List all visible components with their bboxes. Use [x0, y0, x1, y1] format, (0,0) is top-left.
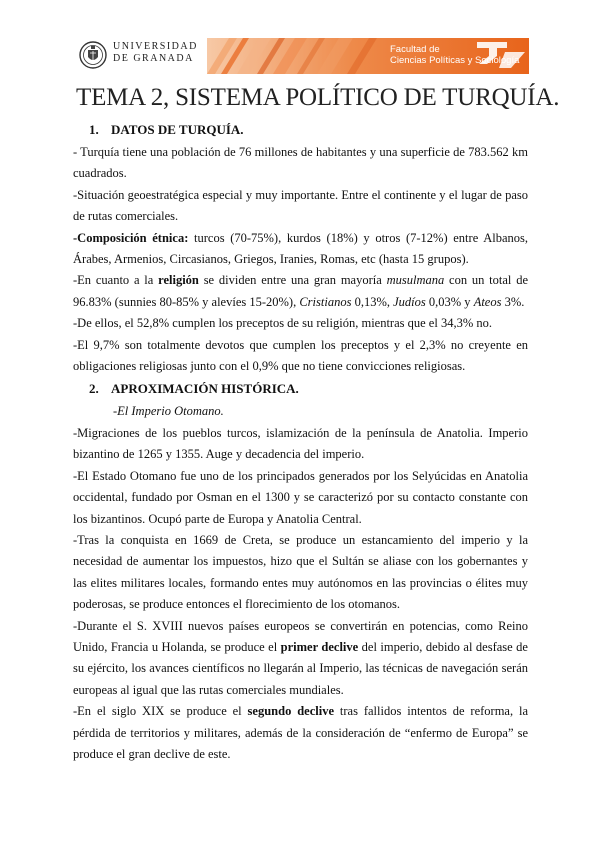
bold-term: primer declive	[280, 639, 359, 654]
university-crest-icon	[78, 40, 108, 70]
bold-label: -Composición étnica:	[73, 230, 189, 245]
paragraph-text: con un total de 96.83% (sunnies 80-85% y alevíes 15-20%),	[73, 273, 528, 309]
italic-term: Cristianos	[299, 294, 352, 309]
paragraph: -De ellos, el 52,8% cumplen los preceptos de su religión, mientras que el 34,3% no.	[73, 316, 492, 331]
paragraph	[73, 616, 528, 702]
university-line1: UNIVERSIDAD	[113, 41, 198, 52]
paragraph-text: turcos (70-75%), kurdos (18%) y otros (7-12%) entre Albanos, Árabes, Armenios, Circasianos, Griegos, Iranies, Romas, etc (hasta 15 grupos).	[73, 230, 528, 267]
italic-term: musulmana	[386, 273, 445, 288]
section-2-title: APROXIMACIÓN HISTÓRICA.	[111, 381, 299, 397]
paragraph-text: -Durante el S. XVIII nuevos países europeos se convertirán en potencias, como Reino Unido, Francia u Holanda, se produce el	[73, 618, 528, 654]
paragraph: -El 9,7% son totalmente devotos que cumplen los preceptos y el 2,3% no creyente en obligaciones religiosas junto con el 0,9% que no tiene convicciones religiosas.	[73, 337, 528, 374]
paragraph	[73, 228, 528, 271]
faculty-name	[390, 44, 519, 66]
paragraph-text: 0,03% y	[425, 294, 474, 309]
paragraph: -Migraciones de los pueblos turcos, islamización de la península de Anatolia. Imperio bizantino de 1265 y 1355. Auge y decadencia del imperio.	[73, 425, 528, 462]
section-2-heading	[73, 377, 528, 401]
university-name	[113, 41, 198, 65]
document-body	[73, 118, 528, 765]
paragraph-text: -En el siglo XIX se produce el	[73, 704, 248, 719]
subheading: -El Imperio Otomano.	[113, 404, 224, 419]
paragraph-text: 3%.	[501, 294, 525, 309]
paragraph	[73, 270, 528, 313]
faculty-line1: Facultad de	[390, 44, 440, 55]
bold-term: religión	[158, 273, 199, 288]
page-header	[0, 0, 600, 80]
university-line2: DE GRANADA	[113, 53, 194, 64]
paragraph	[73, 701, 528, 765]
section-1-number: 1.	[89, 122, 99, 137]
paragraph: -Situación geoestratégica especial y muy importante. Entre el continente y el lugar de paso de rutas comerciales.	[73, 187, 528, 224]
section-2-number: 2.	[89, 381, 99, 397]
section-1-heading	[73, 118, 528, 142]
paragraph-text: tras fallidos intentos de reforma, la pérdida de territorios y militares, además de la consideración de “enfermo de Europa” se produce el gran declive de este.	[73, 704, 529, 761]
paragraph-text: -En cuanto a la	[73, 273, 159, 288]
paragraph: -Tras la conquista en 1669 de Creta, se produce un estancamiento del imperio y la necesidad de aumentar los impuestos, hizo que el Sultán se aliase con los gobernantes y las elites militares locales, formando entes muy autónomos en las provincias o élites muy poderosas, se produce entonces el florecimiento de los otomanos.	[73, 532, 528, 612]
section-1-title: DATOS DE TURQUÍA.	[111, 122, 244, 137]
paragraph-text: se dividen entre una gran mayoría	[198, 273, 387, 288]
italic-term: Judíos	[393, 294, 426, 309]
paragraph: -El Estado Otomano fue uno de los principados generados por los Selyúcidas en Anatolia occidental, fundado por Osman en el 1300 y se caracterizó por su contacto constante con los bizantinos. Ocupó parte de Europa y Anatolia Central.	[73, 468, 528, 526]
paragraph-text: del imperio, debido al desfase de su ejército, los avances científicos no llegarán al Imperio, las técnicas de navegación serán europeas al igual que las rutas comerciales mundiales.	[73, 639, 528, 697]
bold-term: segundo declive	[247, 704, 335, 719]
paragraph: - Turquía tiene una población de 76 millones de habitantes y una superficie de 783.562 km cuadrados.	[73, 145, 528, 181]
faculty-line2: Ciencias Políticas y Sociología	[390, 55, 520, 66]
italic-term: Ateos	[473, 294, 502, 309]
paragraph-text: 0,13%,	[351, 294, 394, 309]
page-title: TEMA 2, SISTEMA POLÍTICO DE TURQUÍA.	[76, 84, 560, 111]
